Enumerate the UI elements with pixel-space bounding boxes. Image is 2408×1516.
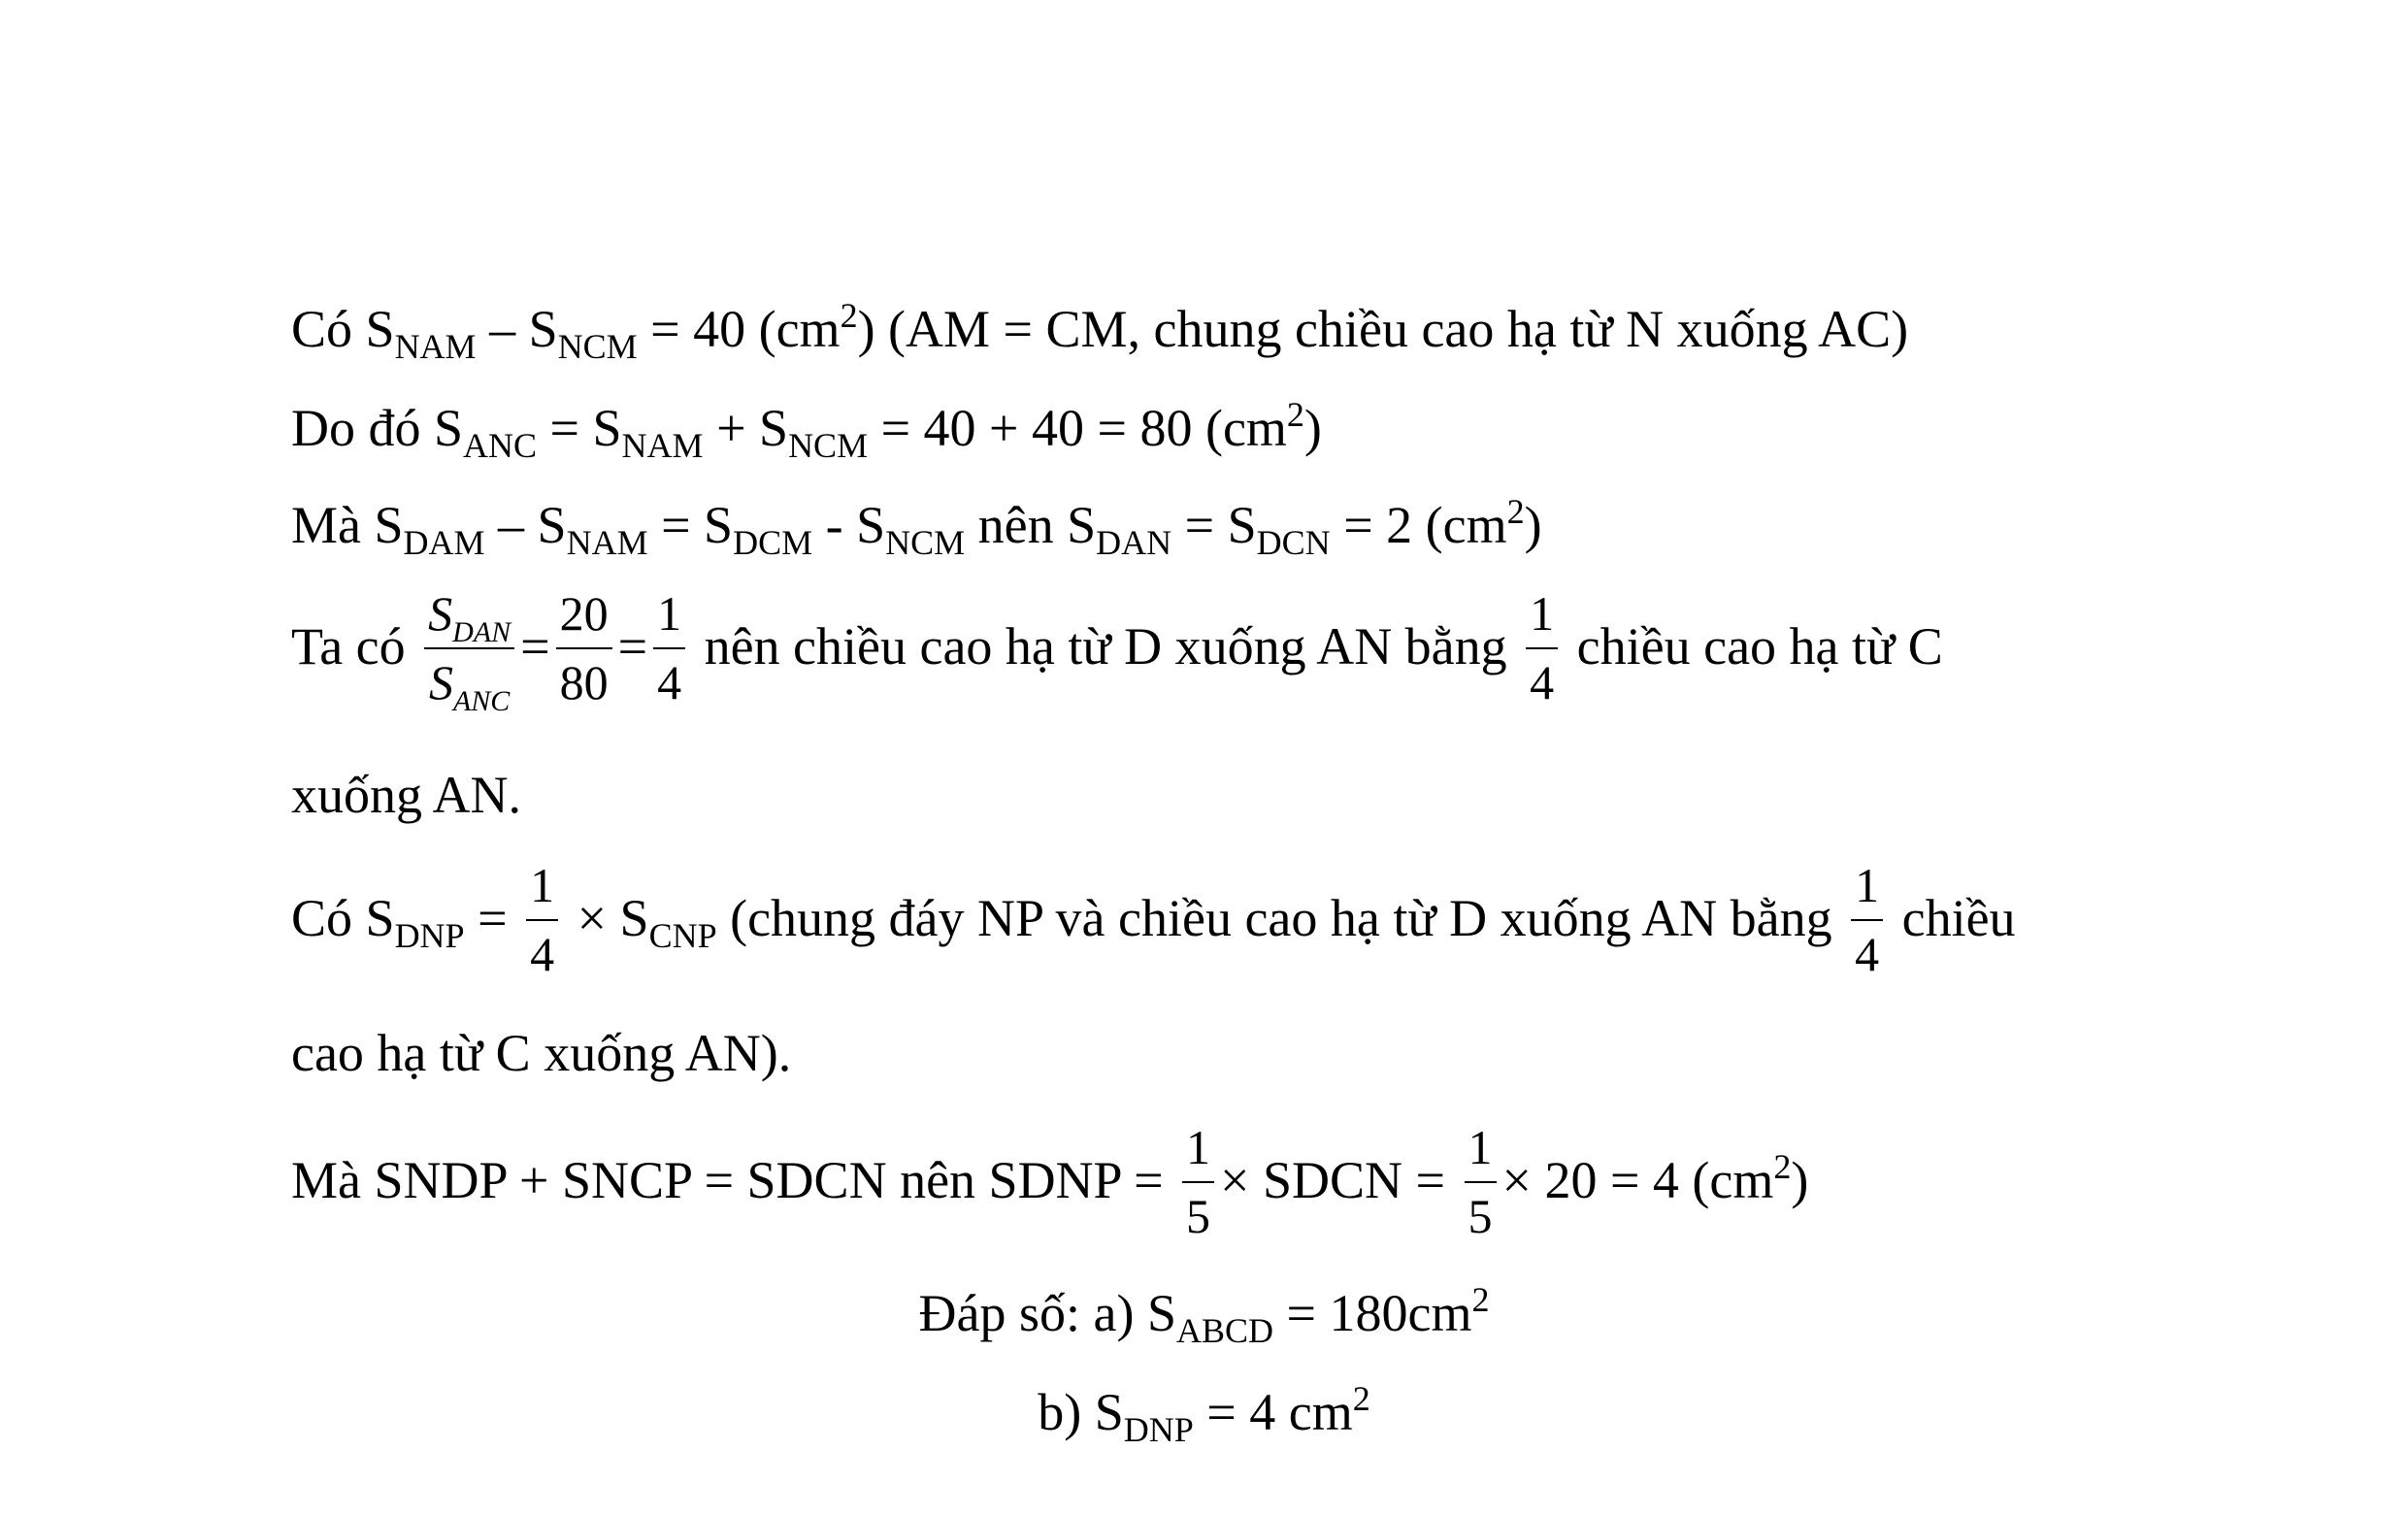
fraction-1-over-4 (1526, 588, 1558, 708)
text: × S (564, 888, 649, 947)
text: Mà SNDP + SNCP = SDCN nên SDNP = (291, 1150, 1177, 1209)
denominator: 4 (657, 654, 682, 709)
text: cao hạ từ C xuống AN). (291, 1024, 792, 1082)
text: S (428, 654, 453, 709)
subscript: NAM (566, 523, 648, 562)
subscript: ANC (452, 684, 511, 717)
superscript: 2 (840, 296, 858, 335)
subscript: NCM (788, 426, 869, 465)
text: ) (AM = CM, chung chiều cao hạ từ N xuống AC) (857, 300, 1909, 358)
equals-sign: = (617, 616, 648, 676)
denominator: 4 (1530, 654, 1555, 709)
numerator: 1 (653, 588, 685, 649)
subscript: DAN (452, 616, 511, 648)
subscript: CNP (648, 915, 717, 955)
fraction-1-over-5 (1465, 1122, 1497, 1241)
subscript: ANC (463, 426, 538, 465)
text: – S (484, 496, 567, 554)
text: Do đó S (291, 399, 464, 457)
text: Ta có (291, 616, 419, 676)
text: = 40 (cm (637, 300, 841, 358)
denominator: 80 (559, 654, 609, 709)
superscript: 2 (1352, 1379, 1370, 1418)
text: = 2 (cm (1330, 496, 1507, 554)
line-2 (291, 395, 1322, 465)
fraction-20-over-80 (556, 588, 612, 708)
text: × SDCN = (1220, 1150, 1459, 1209)
text: Đáp số: a) S (918, 1284, 1176, 1342)
subscript: DNP (1123, 1410, 1194, 1449)
denominator: 4 (530, 926, 555, 981)
numerator: 1 (1526, 588, 1558, 649)
text: - S (812, 496, 886, 554)
subscript: DAN (1096, 523, 1172, 562)
subscript: DNP (394, 915, 465, 955)
superscript: 2 (1773, 1146, 1792, 1186)
numerator: 1 (1465, 1122, 1497, 1183)
superscript: 2 (1506, 492, 1525, 531)
text: = S (1171, 496, 1257, 554)
text: = 180cm (1273, 1284, 1472, 1342)
text: = S (537, 399, 622, 457)
line-6 (291, 858, 2016, 983)
text: chiều (1889, 888, 2016, 947)
text: Có S (291, 300, 395, 358)
subscript: NCM (557, 327, 638, 366)
numerator: 1 (1851, 860, 1883, 921)
text: xuống AN. (291, 766, 522, 824)
line-8 (291, 1120, 1809, 1245)
text: nên S (965, 496, 1097, 554)
text: = S (647, 496, 734, 554)
fraction-1-over-4 (653, 588, 685, 708)
text: Mà S (291, 496, 404, 554)
fraction-1-over-4 (526, 860, 558, 979)
subscript: NCM (885, 523, 966, 562)
text: nên chiều cao hạ từ D xuống AN bằng (691, 616, 1521, 676)
text: chiều cao hạ từ C (1564, 616, 1943, 676)
line-4 (291, 586, 1943, 717)
text: ) (1524, 496, 1542, 554)
line-3 (291, 492, 1542, 562)
text: Có S (291, 888, 395, 947)
numerator: 1 (1182, 1122, 1214, 1183)
text: × 20 = 4 (cm (1501, 1150, 1774, 1209)
line-7 (291, 1024, 792, 1082)
text: ) (1303, 399, 1322, 457)
text: ) (1791, 1150, 1809, 1209)
numerator (424, 588, 514, 649)
line-5 (291, 766, 522, 824)
line-1 (291, 296, 1909, 366)
superscript: 2 (1471, 1280, 1490, 1319)
text: = (464, 888, 521, 947)
subscript: ABCD (1176, 1311, 1274, 1350)
text: = 4 cm (1193, 1383, 1353, 1441)
numerator: 1 (526, 860, 558, 921)
subscript: DCM (733, 523, 813, 562)
subscript: DCN (1256, 523, 1331, 562)
numerator: 20 (556, 588, 612, 649)
subscript: NAM (394, 327, 477, 366)
text: (chung đáy NP và chiều cao hạ từ D xuống AN bằng (716, 888, 1846, 947)
equals-sign: = (520, 616, 550, 676)
fraction-1-over-4 (1851, 860, 1883, 979)
superscript: 2 (1286, 395, 1304, 434)
text: S (428, 586, 453, 641)
text: b) S (1038, 1383, 1124, 1441)
text: + S (703, 399, 789, 457)
subscript: NAM (621, 426, 704, 465)
fraction-s-dan-over-s-anc (424, 586, 514, 717)
denominator: 4 (1855, 926, 1880, 981)
denominator: 5 (1468, 1188, 1493, 1243)
text: = 40 + 40 = 80 (cm (868, 399, 1287, 457)
text: – S (476, 300, 558, 358)
denominator (424, 649, 514, 717)
fraction-1-over-5 (1182, 1122, 1214, 1241)
answer-line-b (0, 1379, 2408, 1449)
answer-line-a (0, 1280, 2408, 1350)
subscript: DAM (403, 523, 485, 562)
denominator: 5 (1186, 1188, 1211, 1243)
